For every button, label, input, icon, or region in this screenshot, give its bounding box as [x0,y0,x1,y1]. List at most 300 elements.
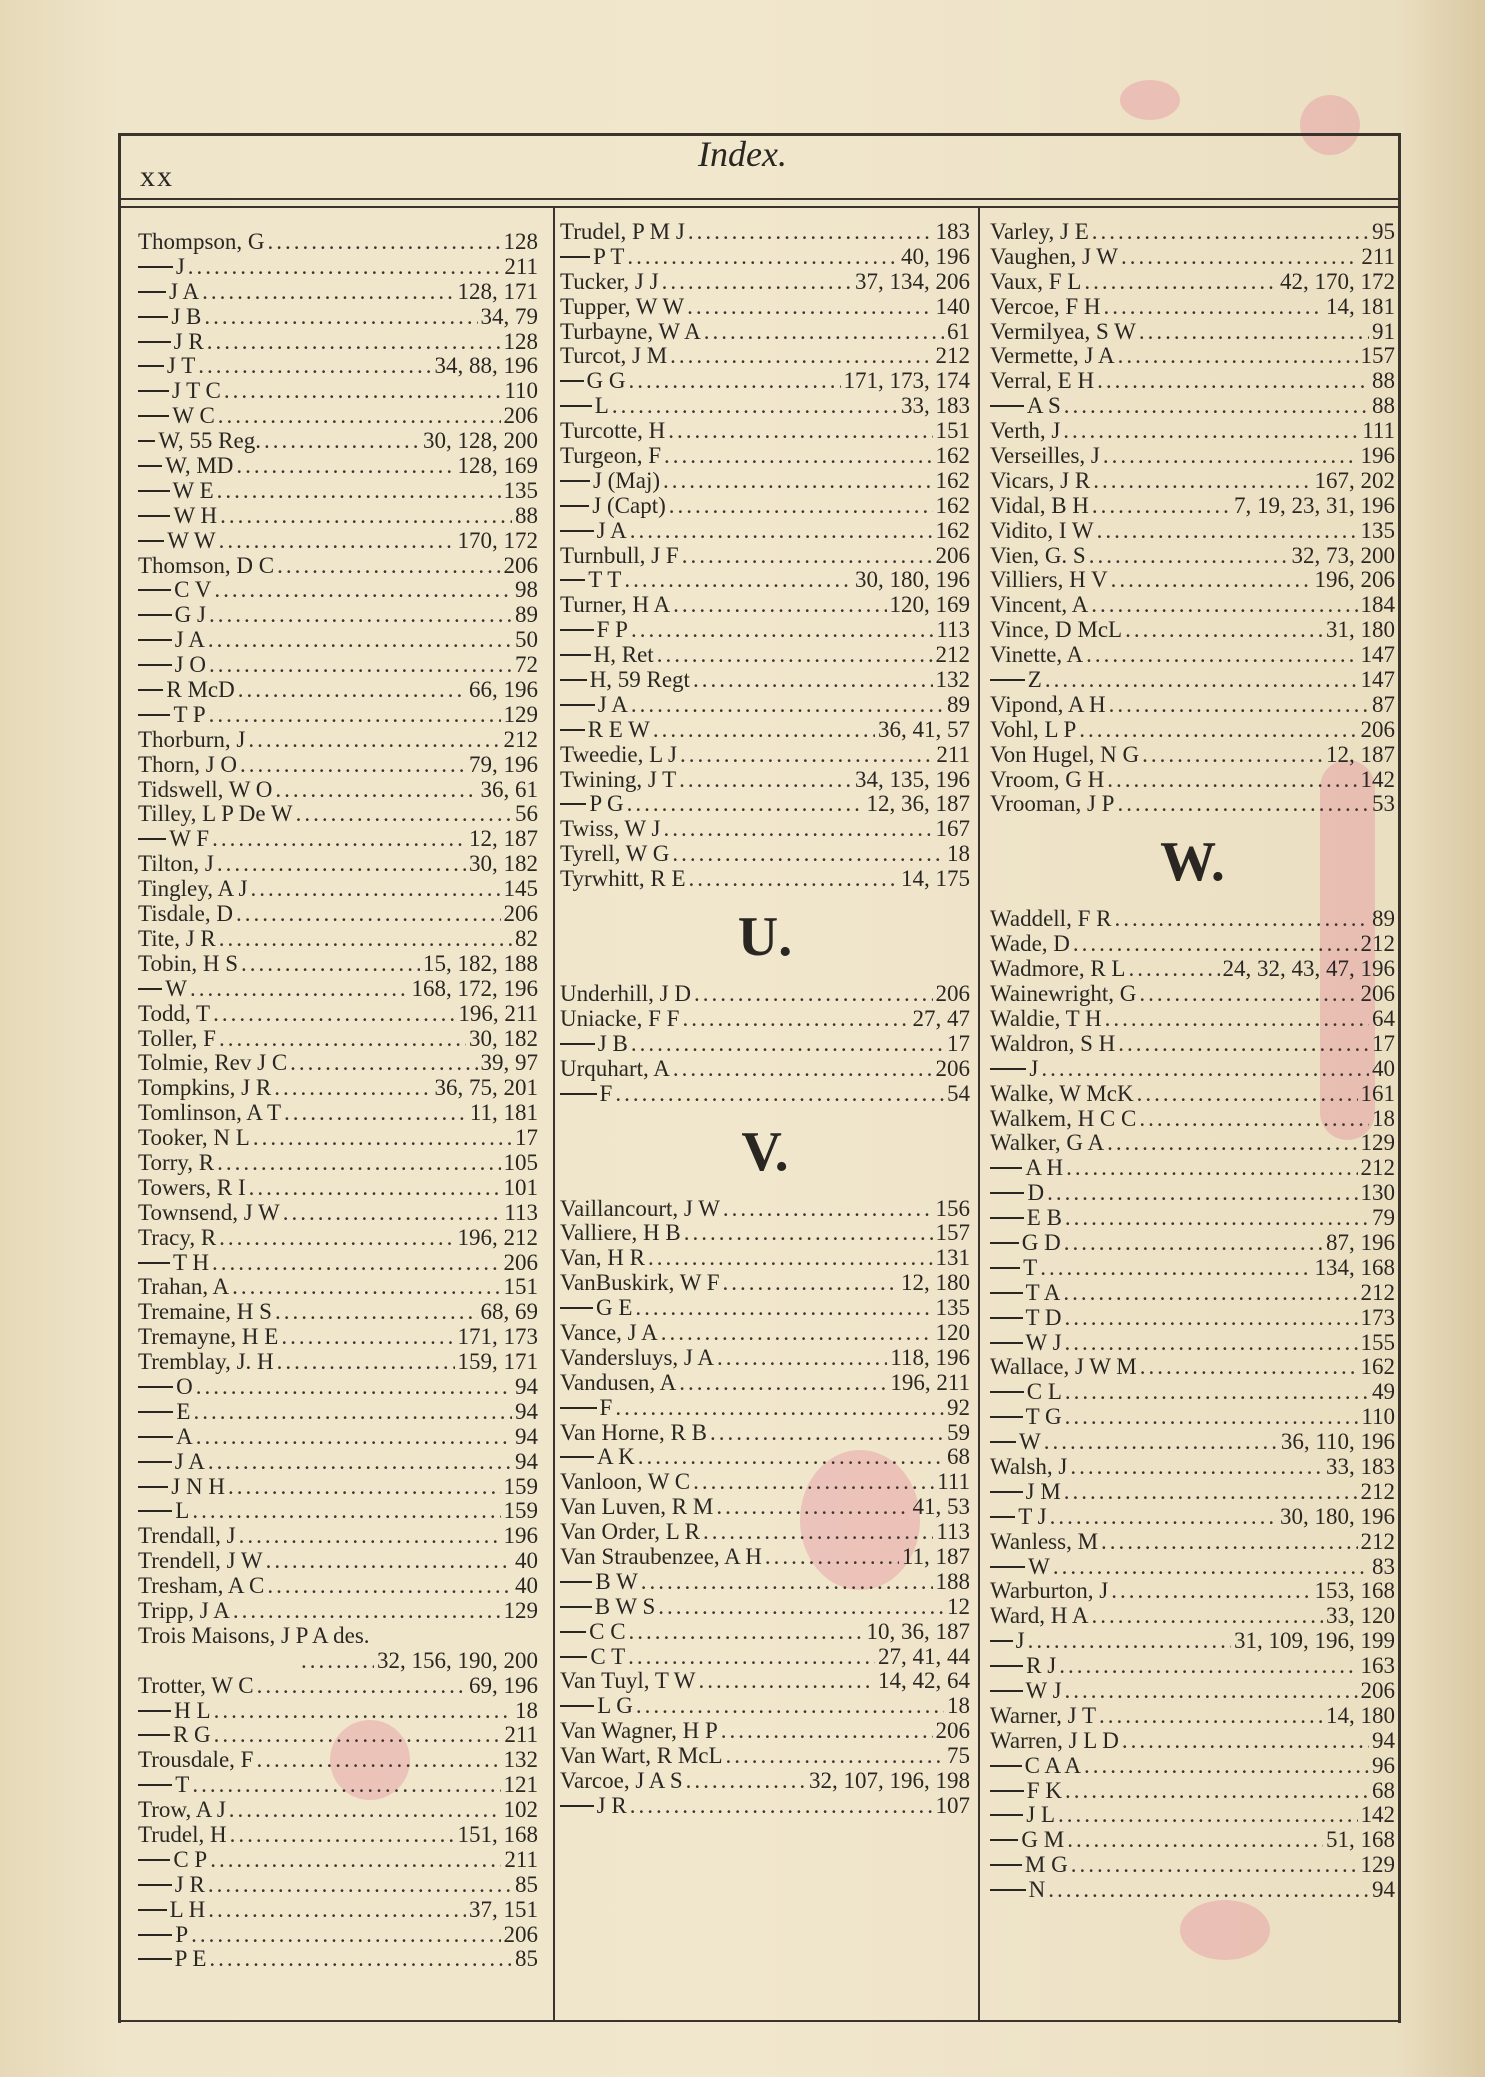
column-divider [553,208,555,2020]
leader-dots [631,1032,944,1057]
index-entry [560,220,970,245]
index-entry [560,519,970,544]
index-entry [138,1400,538,1425]
ditto-dash [138,1784,172,1786]
ditto-dash [990,405,1024,407]
ditto-dash [138,540,164,542]
entry-pages: 31, 109, 196, 199 [1234,1629,1395,1654]
entry-name: Trendell, J W [138,1549,263,1574]
entry-pages: 89 [1372,907,1395,932]
leader-dots [190,977,409,1002]
leader-dots [1092,494,1231,519]
entry-pages: 183 [935,220,970,244]
index-entry [138,1773,538,1798]
entry-pages: 211 [1361,244,1395,269]
entry-pages: 34, 88, 196 [434,354,538,379]
entry-pages: 17 [1372,1031,1395,1056]
entry-name: T D [1025,1305,1062,1330]
leader-dots [1111,568,1312,593]
index-entry [990,1156,1395,1181]
leader-dots [256,1748,500,1773]
leader-dots [663,469,932,494]
index-entry [560,1520,970,1545]
entry-name: A [176,1424,193,1449]
entry-name: Verral, E H [990,369,1095,394]
entry-name: Tilton, J [138,852,214,877]
index-entry [560,718,970,743]
entry-name: Tyrell, W G [560,842,670,867]
entry-name: M G [1024,1853,1068,1878]
leader-dots [673,593,886,618]
leader-dots [219,1226,454,1251]
index-entry [138,1873,538,1898]
leader-dots [253,1126,512,1151]
index-entry [990,1206,1395,1231]
entry-pages: 50 [515,628,538,653]
entry-name: Trudel, H [138,1823,227,1847]
entry-pages: 64 [1372,1006,1395,1031]
entry-pages: 151, 168 [457,1823,538,1847]
section-letter-heading: W. [1160,831,1225,894]
entry-name: W J [1025,1678,1062,1703]
entry-pages: 129 [503,1598,538,1623]
entry-name: Tresham, A C [138,1574,265,1599]
index-column-3 [990,220,1395,1903]
leader-dots [209,1947,512,1972]
index-entry [138,504,538,529]
index-entry [138,1923,538,1948]
entry-pages: 162 [935,493,970,518]
entry-name: Waldron, S H [990,1031,1116,1056]
leader-dots [264,429,420,454]
entry-name: Van Horne, R B [560,1420,707,1445]
entry-name: J R [174,1872,205,1897]
entry-pages: 184 [1360,593,1395,618]
entry-name: Varcoe, J A S [560,1768,683,1793]
entry-pages: 142 [1360,767,1395,792]
leader-dots [688,220,933,245]
leader-dots [217,479,501,504]
entry-pages: 159 [503,1474,538,1499]
index-entry [990,718,1395,743]
leader-dots [1128,957,1219,982]
entry-pages: 132 [503,1748,538,1773]
entry-pages: 212 [1360,1280,1395,1305]
entry-name: B W [595,1569,638,1594]
entry-name: L G [597,1694,633,1719]
left-border [118,133,121,2023]
entry-name: P G [589,792,624,817]
entry-name: Tyrwhitt, R E [560,867,686,892]
entry-pages: 206 [1360,717,1395,742]
entry-pages: 94 [1372,1728,1395,1753]
leader-dots [1105,1007,1369,1032]
entry-name: P E [174,1947,207,1972]
index-entry [990,1779,1395,1804]
entry-pages: 206 [1360,982,1395,1007]
ditto-dash [560,1656,587,1658]
leader-dots [188,255,502,280]
entry-name: Vaughen, J W [990,244,1118,269]
entry-pages: 82 [515,926,538,951]
entry-pages: 113 [504,1200,538,1225]
ditto-dash [138,440,155,442]
entry-name: W H [173,503,218,528]
entry-pages: 196 [1360,444,1395,469]
entry-pages: 162 [935,468,970,493]
index-entry [138,354,538,379]
leader-dots [207,330,501,355]
index-entry [138,977,538,1002]
entry-pages: 196, 211 [890,1370,970,1395]
index-entry [138,1325,538,1350]
entry-pages: 59 [947,1420,970,1445]
entry-pages: 173 [1360,1305,1395,1330]
entry-name: Vandusen, A [560,1370,677,1395]
index-entry [990,1803,1395,1828]
entry-pages: 40 [1372,1056,1395,1081]
ditto-dash [560,704,595,706]
index-entry [138,1798,538,1823]
entry-name: G D [1021,1230,1061,1255]
entry-pages: 168, 172, 196 [411,976,538,1001]
leader-dots [1139,1107,1369,1132]
entry-name: Van Order, L R [560,1520,701,1545]
entry-name: VanBuskirk, W F [560,1271,720,1296]
entry-pages: 105 [503,1150,538,1175]
ditto-dash [560,1805,594,1807]
index-entry [990,1131,1395,1156]
index-entry [560,1595,970,1620]
entry-pages: 37, 151 [469,1897,538,1922]
entry-name: Uniacke, F F [560,1006,680,1031]
entry-name: Vercoe, F H [990,294,1101,319]
entry-name: L [175,1499,190,1524]
index-entry [138,678,538,703]
leader-dots [635,1296,932,1321]
leader-dots [233,1599,501,1624]
entry-pages: 157 [1360,344,1395,369]
entry-name: P T [593,244,625,269]
index-entry [990,1082,1395,1107]
index-entry [138,778,538,803]
leader-dots [693,1470,934,1495]
entry-name: Towers, R I [138,1175,246,1200]
index-entry [990,1455,1395,1480]
index-entry [560,270,970,295]
entry-name: Vroom, G H [990,767,1105,792]
entry-pages: 212 [1360,1479,1395,1504]
entry-name: J L [1026,1803,1056,1828]
index-entry [560,842,970,867]
entry-pages: 153, 168 [1314,1579,1395,1604]
leader-dots [1050,1505,1277,1530]
entry-pages: 33, 120 [1326,1604,1395,1629]
entry-name: Vaux, F L [990,269,1082,294]
index-entry [560,768,970,793]
entry-name: Twining, J T [560,767,677,792]
ditto-dash [138,465,162,467]
index-entry [138,305,538,330]
entry-name: Tooker, N L [138,1126,250,1151]
entry-name: Vinette, A [990,643,1084,668]
entry-name: T [175,1773,190,1798]
entry-pages: 130 [1360,1181,1395,1206]
entry-name: J B [171,304,202,329]
leader-dots [669,494,933,519]
entry-pages: 94 [515,1424,538,1449]
entry-name: Townsend, J W [138,1200,280,1225]
entry-name: F [599,1395,613,1420]
entry-name: Torry, R [138,1150,215,1175]
entry-pages: 147 [1360,643,1395,668]
ditto-dash [138,1710,171,1712]
entry-pages: 196 [503,1524,538,1549]
leader-dots [1107,1131,1357,1156]
leader-dots [219,529,455,554]
ditto-dash [990,1491,1023,1493]
entry-pages: 212 [1360,1156,1395,1181]
leader-dots [1114,907,1369,932]
entry-name: J A [596,518,627,543]
entry-name: C C [589,1619,626,1644]
leader-dots [1073,932,1358,957]
entry-name: Trahan, A [138,1275,230,1300]
index-entry [138,1848,538,1873]
entry-name: R E W [587,717,650,742]
ditto-dash [138,1909,167,1911]
entry-name: Z [1027,668,1042,693]
ink-stain [1120,80,1180,120]
entry-name: J T [166,354,196,379]
entry-pages: 206 [935,1056,970,1081]
entry-pages: 36, 110, 196 [1280,1430,1395,1455]
entry-pages: 128, 169 [457,454,538,479]
entry-pages: 32, 156, 190, 200 [377,1648,538,1673]
entry-name: Thorburn, J [138,727,246,752]
entry-pages: 128, 171 [457,279,538,304]
entry-name: Van Wart, R McL [560,1744,723,1769]
index-entry [990,1530,1395,1555]
entry-pages: 129 [503,702,538,727]
entry-name: P [175,1922,189,1947]
leader-dots [1064,1231,1323,1256]
index-entry [138,703,538,728]
index-entry [138,628,538,653]
leader-dots [663,817,932,842]
index-entry [560,668,970,693]
entry-pages: 18 [1372,1106,1395,1131]
index-entry [138,1275,538,1300]
index-entry [138,255,538,280]
entry-pages: 170, 172 [457,528,538,553]
index-entry [138,877,538,902]
entry-name: J T C [171,379,221,404]
index-entry [560,1396,970,1421]
index-entry [990,1878,1395,1903]
entry-name: A S [1026,394,1061,419]
entry-pages: 31, 180 [1326,618,1395,643]
leader-dots [283,1201,502,1226]
entry-name: C L [1026,1380,1062,1405]
entry-pages: 18 [515,1698,538,1723]
index-entry [990,220,1395,245]
leader-dots [1109,693,1369,718]
entry-pages: 33, 183 [1326,1454,1395,1479]
ditto-dash [560,1093,597,1095]
entry-name: Tracy, R [138,1225,217,1250]
index-entry [138,1748,538,1773]
entry-name: Wade, D [990,932,1070,957]
leader-dots [1067,1828,1323,1853]
index-entry [560,394,970,419]
entry-pages: 42, 170, 172 [1280,269,1395,294]
leader-dots [1040,1256,1311,1281]
entry-name: H, Ret [593,643,654,668]
leader-dots [275,1300,478,1325]
ditto-dash [560,1456,594,1458]
leader-dots [217,852,466,877]
ditto-dash [560,1307,593,1309]
leader-dots [208,1873,512,1898]
ditto-dash [560,530,594,532]
leader-dots [704,320,944,345]
index-entry [990,494,1395,519]
leader-dots [765,1545,899,1570]
index-entry [990,1281,1395,1306]
entry-name: R McD [166,678,235,703]
entry-name: Verseilles, J [990,444,1100,469]
leader-dots [723,1271,898,1296]
leader-dots [1125,618,1323,643]
entry-pages: 30, 180, 196 [855,568,970,593]
leader-dots [657,643,933,668]
index-entry [560,1082,970,1107]
entry-name: E B [1026,1206,1062,1231]
index-entry [990,1679,1395,1704]
ditto-dash [138,714,170,716]
entry-pages: 94 [515,1399,538,1424]
entry-name: Twiss, W J [560,817,661,842]
leader-dots [208,1898,466,1923]
entry-name: Underhill, J D [560,982,691,1007]
leader-dots [710,1421,944,1446]
entry-name: W [1028,1554,1050,1579]
entry-pages: 211 [936,742,970,767]
entry-name: Walkem, H C C [990,1106,1137,1131]
index-entry [990,1331,1395,1356]
entry-name: F P [596,618,628,643]
entry-pages: 87, 196 [1326,1230,1395,1255]
entry-name: T J [1018,1504,1047,1529]
entry-name: Tolmie, Rev J C [138,1051,288,1076]
index-entry [990,1430,1395,1455]
leader-dots [612,394,898,419]
column-divider [978,208,980,2020]
entry-name: W C [172,404,215,429]
entry-pages: 188 [935,1569,970,1594]
leader-dots [627,245,898,270]
index-entry [560,1246,970,1271]
entry-pages: 88 [1372,394,1395,419]
entry-name: Tingley, A J [138,877,248,902]
entry-pages: 15, 182, 188 [423,951,538,976]
header-rule-double [118,206,1400,208]
entry-name: J (Capt) [592,493,666,518]
leader-dots [1065,1679,1358,1704]
entry-name: B W S [594,1594,656,1619]
entry-pages: 196, 212 [457,1225,538,1250]
leader-dots [1111,1579,1311,1604]
index-entry [138,1226,538,1251]
entry-name: Turcot, J M [560,344,668,369]
entry-pages: 27, 41, 44 [878,1644,970,1669]
entry-pages: 12, 187 [469,827,538,852]
leader-dots [196,1425,512,1450]
entry-pages: 145 [503,877,538,902]
leader-dots [209,703,501,728]
index-entry [138,1699,538,1724]
entry-name: Thorn, J O [138,752,238,777]
index-entry [560,1470,970,1495]
entry-name: Todd, T [138,1001,211,1026]
index-entry [138,653,538,678]
ditto-dash [560,654,591,656]
index-entry [560,1495,970,1520]
entry-pages: 91 [1372,319,1395,344]
index-entry [560,1271,970,1296]
leader-dots [1139,982,1357,1007]
index-entry [990,693,1395,718]
entry-pages: 66, 196 [469,678,538,703]
index-entry [990,1579,1395,1604]
leader-dots [1142,743,1323,768]
ditto-dash [138,589,171,591]
entry-name: Tidswell, W O [138,777,273,802]
entry-name: J R [173,329,204,354]
entry-pages: 151 [935,419,970,444]
ditto-dash [990,1889,1026,1891]
index-entry [990,1057,1395,1082]
ditto-dash [990,1690,1023,1692]
ditto-dash [138,365,164,367]
index-entry [990,957,1395,982]
entry-name: Wanless, M [990,1529,1099,1554]
leader-dots [615,1396,944,1421]
entry-pages: 161 [1360,1081,1395,1106]
leader-dots [1048,1878,1369,1903]
entry-pages: 41, 53 [912,1495,970,1520]
ditto-dash [138,1411,173,1413]
leader-dots [193,1400,512,1425]
ditto-dash [138,1386,173,1388]
ditto-dash [560,579,585,581]
leader-dots [1058,1803,1357,1828]
ditto-dash [990,1516,1015,1518]
index-entry [560,568,970,593]
ditto-dash [560,1606,592,1608]
index-entry [138,404,538,429]
entry-pages: 159 [503,1499,538,1524]
entry-pages: 159, 171 [457,1350,538,1375]
entry-name: T P [173,702,206,727]
ditto-dash [990,1640,1013,1642]
entry-pages: 12, 180 [901,1271,970,1296]
entry-pages: 107 [935,1793,970,1818]
leader-dots [251,877,501,902]
entry-pages: 206 [1360,1678,1395,1703]
page-folio: xx [140,160,174,193]
